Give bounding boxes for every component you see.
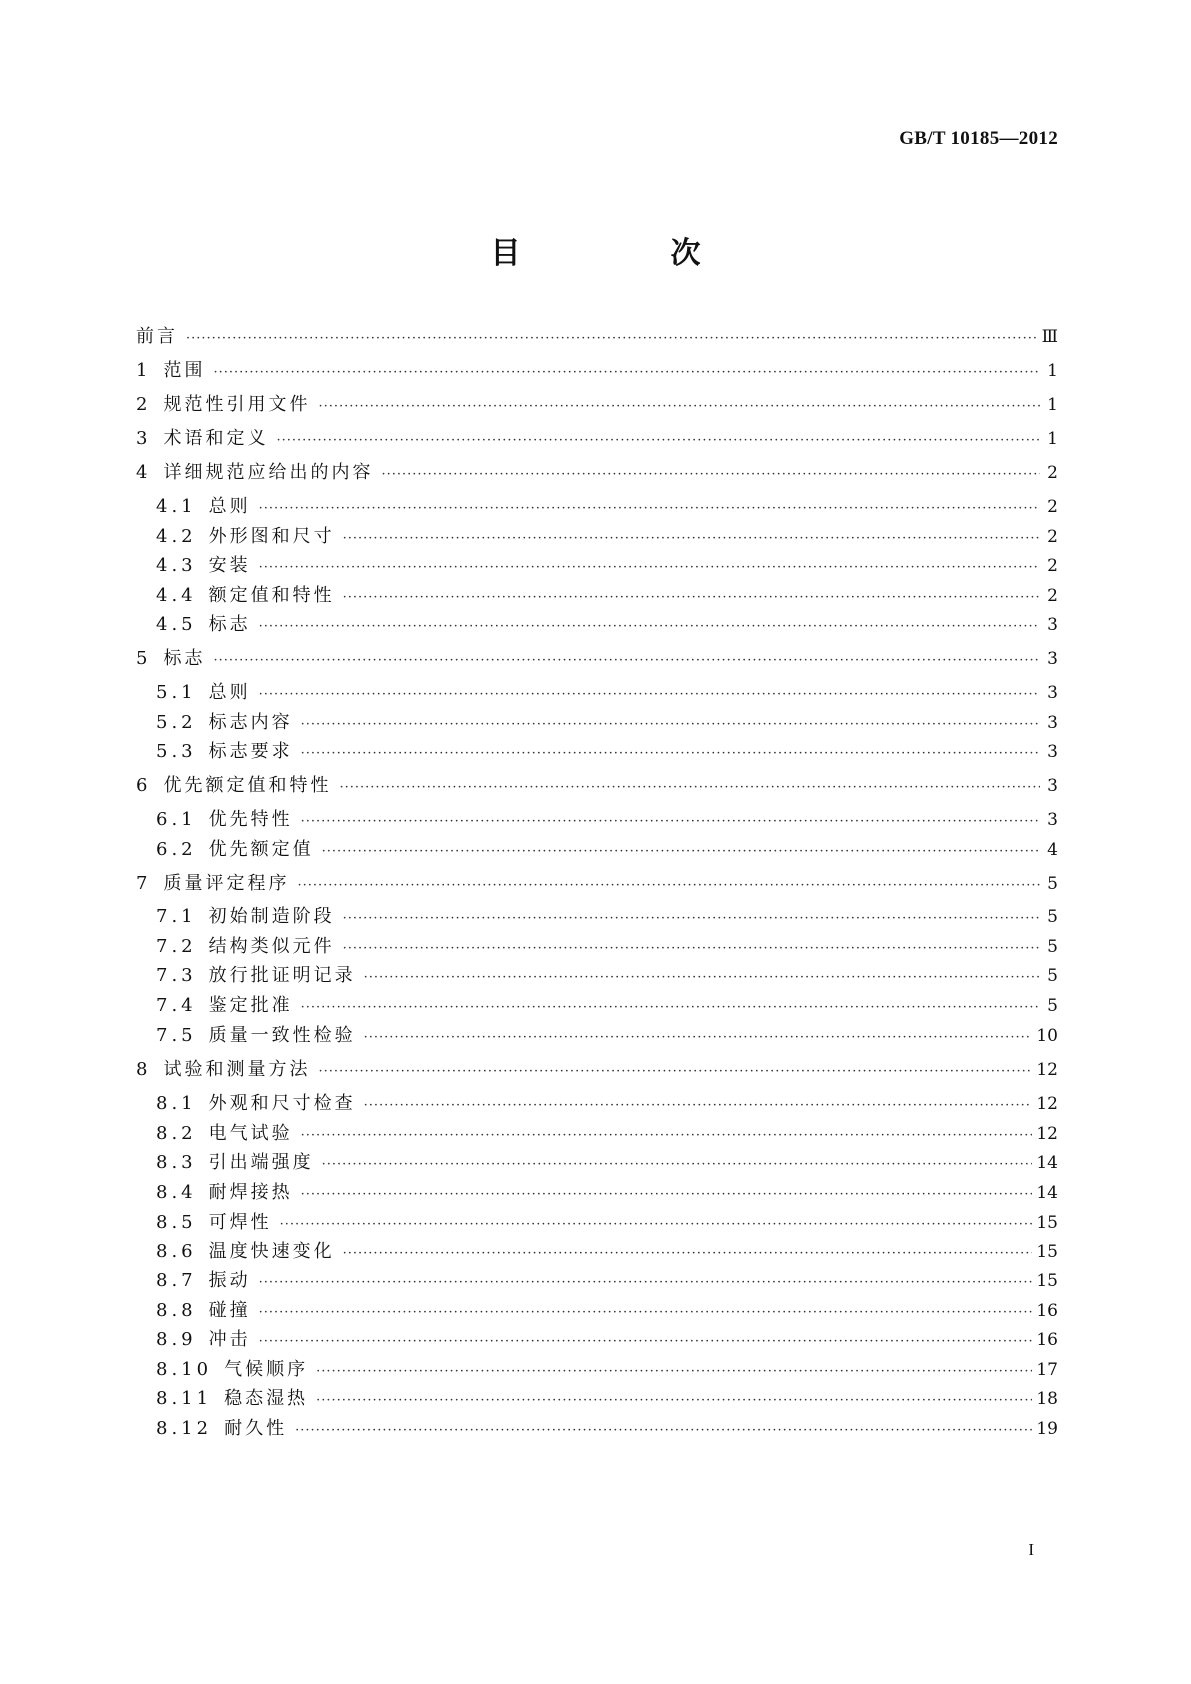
toc-dot-leader <box>259 684 1040 706</box>
toc-entry-page: 12 <box>1036 1094 1058 1114</box>
toc-entry-number: 7 <box>136 873 152 894</box>
toc-dot-leader <box>259 1302 1033 1324</box>
toc-entry-label: 耐久性 <box>224 1418 288 1439</box>
toc-entry-page: 16 <box>1036 1301 1058 1321</box>
toc-entry-number: 8.9 <box>156 1329 197 1350</box>
toc-entry-number: 7.2 <box>156 936 197 957</box>
toc-entry-label: 术语和定义 <box>163 428 269 449</box>
standard-code: GB/T 10185—2012 <box>899 128 1058 149</box>
toc-entry[interactable] <box>136 873 1058 897</box>
toc-entry-label: 冲击 <box>208 1329 251 1350</box>
toc-entry[interactable] <box>156 526 1058 550</box>
toc-entry-label: 安装 <box>208 555 251 576</box>
toc-entry-page: 2 <box>1047 463 1058 483</box>
toc-entry-label: 总则 <box>208 496 251 517</box>
toc-entry-page: 16 <box>1036 1330 1058 1350</box>
toc-entry-page: 17 <box>1036 1360 1058 1380</box>
toc-dot-leader <box>364 967 1040 989</box>
toc-entry-number: 6 <box>136 775 152 796</box>
toc-entry-label: 规范性引用文件 <box>163 394 311 415</box>
toc-entry-page: 2 <box>1047 586 1058 606</box>
toc-dot-leader <box>318 396 1040 418</box>
toc-entry-page: 14 <box>1036 1153 1058 1173</box>
toc-dot-leader <box>381 464 1040 486</box>
toc-entry[interactable] <box>156 1359 1058 1383</box>
toc-entry-page: 3 <box>1047 649 1058 669</box>
toc-entry[interactable] <box>156 496 1058 520</box>
toc-entry[interactable] <box>136 648 1058 672</box>
toc-dot-leader <box>322 1154 1033 1176</box>
toc-entry-page: 5 <box>1047 874 1058 894</box>
toc-dot-leader <box>213 362 1040 384</box>
toc-entry-number: 2 <box>136 394 152 415</box>
toc-entry-label: 碰撞 <box>208 1300 251 1321</box>
toc-entry-page: 5 <box>1047 907 1058 927</box>
toc-entry[interactable] <box>156 1388 1058 1412</box>
toc-entry[interactable] <box>156 1300 1058 1324</box>
toc-entry[interactable] <box>136 326 1058 350</box>
toc-entry-label: 标志要求 <box>208 741 293 762</box>
toc-dot-leader <box>343 908 1040 930</box>
toc-entry-page: Ⅲ <box>1041 327 1058 347</box>
toc-entry-label: 放行批证明记录 <box>208 965 356 986</box>
toc-entry[interactable] <box>156 906 1058 930</box>
toc-entry[interactable] <box>136 462 1058 486</box>
toc-dot-leader <box>301 743 1040 765</box>
toc-entry[interactable] <box>156 682 1058 706</box>
toc-entry[interactable] <box>156 965 1058 989</box>
toc-dot-leader <box>297 875 1040 897</box>
toc-entry-number: 4.5 <box>156 614 197 635</box>
toc-entry[interactable] <box>156 614 1058 638</box>
toc-entry-page: 19 <box>1036 1419 1058 1439</box>
toc-dot-leader <box>259 498 1040 520</box>
toc-dot-leader <box>280 1214 1033 1236</box>
toc-dot-leader <box>322 841 1040 863</box>
toc-dot-leader <box>364 1027 1033 1049</box>
toc-entry-label: 气候顺序 <box>224 1359 309 1380</box>
toc-entry-page: 15 <box>1036 1213 1058 1233</box>
toc-entry[interactable] <box>156 1025 1058 1049</box>
toc-entry-number: 4 <box>136 462 152 483</box>
page-number: I <box>1028 1540 1034 1559</box>
toc-entry-page: 2 <box>1047 497 1058 517</box>
toc-entry[interactable] <box>136 775 1058 799</box>
toc-entry[interactable] <box>156 936 1058 960</box>
toc-entry-number: 8.3 <box>156 1152 197 1173</box>
toc-entry-label: 质量一致性检验 <box>208 1025 356 1046</box>
toc-dot-leader <box>295 1420 1032 1442</box>
toc-entry-number: 1 <box>136 360 152 381</box>
toc-entry-page: 15 <box>1036 1242 1058 1262</box>
toc-dot-leader <box>301 811 1040 833</box>
toc-entry-number: 4.2 <box>156 526 197 547</box>
toc-dot-leader <box>301 1184 1033 1206</box>
toc-entry-number: 7.4 <box>156 995 197 1016</box>
toc-entry[interactable] <box>156 1123 1058 1147</box>
toc-entry-page: 3 <box>1047 713 1058 733</box>
toc-entry-number: 4.1 <box>156 496 197 517</box>
toc-entry[interactable] <box>136 360 1058 384</box>
toc-entry-label: 优先额定值 <box>208 839 314 860</box>
toc-entry-label: 引出端强度 <box>208 1152 314 1173</box>
toc-entry-number: 4.3 <box>156 555 197 576</box>
toc-dot-leader <box>339 777 1040 799</box>
toc-entry-label: 初始制造阶段 <box>208 906 335 927</box>
toc-dot-leader <box>316 1361 1032 1383</box>
toc-entry-number: 8.1 <box>156 1093 197 1114</box>
toc-entry[interactable] <box>156 585 1058 609</box>
toc-entry-number: 3 <box>136 428 152 449</box>
toc-dot-leader <box>364 1095 1033 1117</box>
toc-entry-page: 3 <box>1047 615 1058 635</box>
toc-entry-label: 电气试验 <box>208 1123 293 1144</box>
toc-entry-number: 7.1 <box>156 906 197 927</box>
toc-entry[interactable] <box>156 995 1058 1019</box>
toc-entry-page: 2 <box>1047 556 1058 576</box>
toc-entry-label: 前言 <box>136 326 178 347</box>
toc-entry-page: 3 <box>1047 683 1058 703</box>
toc-entry-label: 总则 <box>208 682 251 703</box>
toc-entry-number: 5.1 <box>156 682 197 703</box>
toc-dot-leader <box>316 1390 1032 1412</box>
toc-entry-label: 稳态湿热 <box>224 1388 309 1409</box>
toc-entry[interactable] <box>156 741 1058 765</box>
toc-entry-label: 优先特性 <box>208 809 293 830</box>
toc-entry-page: 10 <box>1036 1026 1058 1046</box>
toc-entry[interactable] <box>156 555 1058 579</box>
toc-entry-number: 8.11 <box>156 1388 213 1409</box>
toc-entry-label: 标志 <box>163 648 206 669</box>
toc-entry[interactable] <box>136 1059 1058 1083</box>
toc-dot-leader <box>343 528 1040 550</box>
toc-entry-label: 范围 <box>163 360 206 381</box>
toc-entry-label: 鉴定批准 <box>208 995 293 1016</box>
toc-entry-page: 5 <box>1047 937 1058 957</box>
toc-entry-number: 8.4 <box>156 1182 197 1203</box>
toc-entry-number: 7.3 <box>156 965 197 986</box>
toc-entry[interactable] <box>156 1093 1058 1117</box>
toc-dot-leader <box>186 328 1038 350</box>
toc-entry-number: 8.7 <box>156 1270 197 1291</box>
toc-entry-number: 8.8 <box>156 1300 197 1321</box>
toc-dot-leader <box>301 714 1040 736</box>
toc-entry-page: 15 <box>1036 1271 1058 1291</box>
toc-entry[interactable] <box>136 428 1058 452</box>
toc-entry-page: 1 <box>1047 361 1058 381</box>
toc-entry-number: 8.5 <box>156 1212 197 1233</box>
toc-entry-number: 6.2 <box>156 839 197 860</box>
toc-entry-page: 1 <box>1047 395 1058 415</box>
toc-entry-page: 5 <box>1047 996 1058 1016</box>
toc-entry-label: 额定值和特性 <box>208 585 335 606</box>
toc-entry-page: 3 <box>1047 776 1058 796</box>
toc-dot-leader <box>259 557 1040 579</box>
toc-entry-label: 温度快速变化 <box>208 1241 335 1262</box>
toc-entry-number: 4.4 <box>156 585 197 606</box>
toc-entry-page: 1 <box>1047 429 1058 449</box>
toc-entry-label: 详细规范应给出的内容 <box>163 462 374 483</box>
toc-dot-leader <box>259 1331 1033 1353</box>
toc-entry-number: 5.3 <box>156 741 197 762</box>
toc-dot-leader <box>343 938 1040 960</box>
toc-entry[interactable] <box>136 394 1058 418</box>
toc-entry-label: 耐焊接热 <box>208 1182 293 1203</box>
toc-entry[interactable] <box>156 1270 1058 1294</box>
page-title: 目 次 <box>490 236 761 271</box>
toc-dot-leader <box>276 430 1040 452</box>
toc-entry-number: 8.12 <box>156 1418 213 1439</box>
toc-dot-leader <box>301 1125 1033 1147</box>
toc-entry-number: 7.5 <box>156 1025 197 1046</box>
toc-entry-label: 振动 <box>208 1270 251 1291</box>
toc-entry-number: 8.10 <box>156 1359 213 1380</box>
toc-dot-leader <box>259 1272 1033 1294</box>
toc-entry[interactable] <box>156 712 1058 736</box>
toc-entry[interactable] <box>156 839 1058 863</box>
toc-entry-page: 3 <box>1047 810 1058 830</box>
toc-entry[interactable] <box>156 1241 1058 1265</box>
toc-entry[interactable] <box>156 1152 1058 1176</box>
toc-entry-page: 5 <box>1047 966 1058 986</box>
toc-dot-leader <box>259 616 1040 638</box>
toc-dot-leader <box>213 650 1040 672</box>
toc-dot-leader <box>343 587 1040 609</box>
toc-entry[interactable] <box>156 809 1058 833</box>
toc-entry-label: 试验和测量方法 <box>163 1059 311 1080</box>
toc-entry[interactable] <box>156 1182 1058 1206</box>
toc-entry[interactable] <box>156 1329 1058 1353</box>
toc-entry-page: 4 <box>1047 840 1058 860</box>
toc-entry-page: 2 <box>1047 527 1058 547</box>
toc-entry-label: 优先额定值和特性 <box>163 775 332 796</box>
toc-entry[interactable] <box>156 1418 1058 1442</box>
toc-dot-leader <box>301 997 1040 1019</box>
toc-entry-number: 6.1 <box>156 809 197 830</box>
toc-dot-leader <box>318 1061 1032 1083</box>
toc-entry-number: 8.2 <box>156 1123 197 1144</box>
toc-entry-label: 质量评定程序 <box>163 873 290 894</box>
toc-entry-page: 18 <box>1036 1389 1058 1409</box>
toc-dot-leader <box>343 1243 1033 1265</box>
toc-entry-number: 8 <box>136 1059 152 1080</box>
toc-entry[interactable] <box>156 1212 1058 1236</box>
toc-entry-number: 8.6 <box>156 1241 197 1262</box>
toc-entry-label: 结构类似元件 <box>208 936 335 957</box>
toc-entry-label: 可焊性 <box>208 1212 272 1233</box>
toc-entry-page: 3 <box>1047 742 1058 762</box>
toc-entry-label: 标志内容 <box>208 712 293 733</box>
toc-entry-page: 12 <box>1036 1060 1058 1080</box>
toc-entry-page: 14 <box>1036 1183 1058 1203</box>
toc-entry-page: 12 <box>1036 1124 1058 1144</box>
toc-entry-label: 外观和尺寸检查 <box>208 1093 356 1114</box>
toc-entry-number: 5 <box>136 648 152 669</box>
toc-entry-label: 外形图和尺寸 <box>208 526 335 547</box>
toc-entry-number: 5.2 <box>156 712 197 733</box>
toc-entry-label: 标志 <box>208 614 251 635</box>
